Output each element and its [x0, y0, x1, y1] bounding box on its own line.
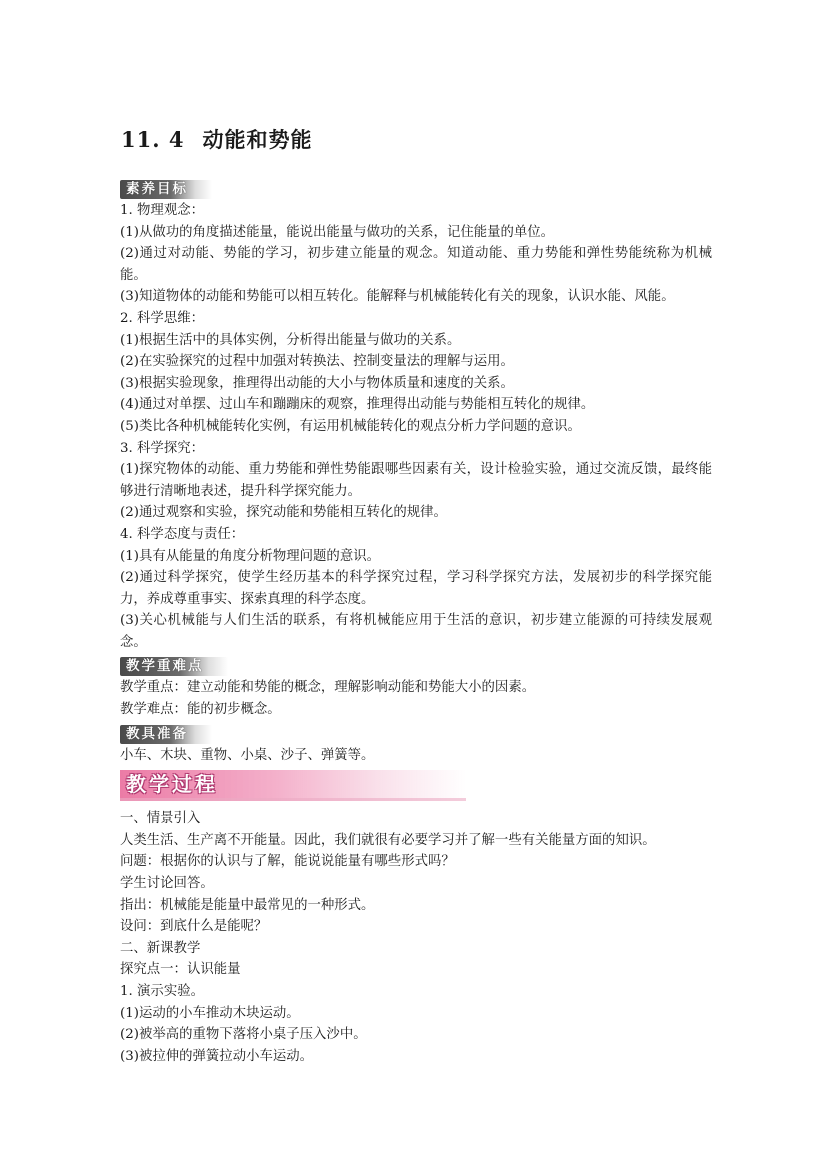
goal-line: (3)知道物体的动能和势能可以相互转化。能解释与机械能转化有关的现象，认识水能、风能。: [120, 289, 675, 305]
process-line: 指出：机械能是能量中最常见的一种形式。: [120, 897, 375, 913]
goal-line: (1)从做功的角度描述能量，能说出能量与做功的关系，记住能量的单位。: [120, 224, 555, 240]
goal-paragraph: (2)通过对动能、势能的学习，初步建立能量的观念。知道动能、重力势能和弹性势能统称为机械能。: [120, 246, 712, 283]
goals-header-wrap: [120, 176, 712, 200]
section-title: 动能和势能: [202, 127, 313, 152]
process-line: 探究点一：认识能量: [120, 962, 241, 978]
process-line: 问题：根据你的认识与了解，能说说能量有哪些形式吗？: [120, 854, 455, 870]
key-points-header-wrap: [120, 653, 712, 677]
tools-header-wrap: [120, 721, 712, 745]
process-line: (3)被拉伸的弹簧拉动小车运动。: [120, 1048, 314, 1064]
process-line: (1)运动的小车推动木块运动。: [120, 1005, 300, 1021]
goal-line: 3. 科学探究：: [120, 440, 204, 456]
page-title: [121, 124, 312, 154]
process-header: 教学过程: [120, 770, 466, 801]
goal-paragraph: (3)关心机械能与人们生活的联系，有将机械能应用于生活的意识，初步建立能源的可持续发展观念。: [120, 613, 712, 650]
section-number: 11. 4: [121, 127, 185, 152]
goal-line: (3)根据实验现象，推理得出动能的大小与物体质量和速度的关系。: [120, 375, 514, 391]
process-line: 设问：到底什么是能呢？: [120, 919, 268, 935]
tools-header: 教具准备: [120, 725, 212, 744]
process-line: 人类生活、生产离不开能量。因此，我们就很有必要学习并了解一些有关能量方面的知识。: [120, 832, 656, 848]
process-line: (2)被举高的重物下落将小桌子压入沙中。: [120, 1027, 367, 1043]
process-line: 二、新课教学: [120, 940, 201, 956]
process-line: 1. 演示实验。: [120, 984, 204, 999]
goal-line: 1. 物理观念：: [120, 203, 204, 218]
goal-line: (2)通过观察和实验，探究动能和势能相互转化的规律。: [120, 505, 447, 521]
goals-header: 素养目标: [120, 180, 212, 199]
key-points-header: 教学重难点: [120, 657, 228, 676]
process-header-wrap: [120, 766, 712, 806]
goal-line: (1)根据生活中的具体实例，分析得出能量与做功的关系。: [120, 332, 461, 348]
process-line: 学生讨论回答。: [120, 876, 214, 892]
document-body: [120, 176, 712, 1067]
goal-line: 4. 科学态度与责任：: [120, 526, 245, 542]
goal-line: (4)通过对单摆、过山车和蹦蹦床的观察，推理得出动能与势能相互转化的规律。: [120, 397, 595, 413]
goal-line: 2. 科学思维：: [120, 310, 204, 326]
goal-paragraph: (1)探究物体的动能、重力势能和弹性势能跟哪些因素有关，设计检验实验，通过交流反馈，最终能够进行清晰地表述，提升科学探究能力。: [120, 462, 712, 499]
process-line: 一、情景引入: [120, 811, 201, 827]
goal-line: (2)在实验探究的过程中加强对转换法、控制变量法的理解与运用。: [120, 354, 514, 370]
goal-line: (1)具有从能量的角度分析物理问题的意识。: [120, 548, 380, 564]
goal-paragraph: (2)通过科学探究，使学生经历基本的科学探究过程，学习科学探究方法，发展初步的科学探究能力，养成尊重事实、探索真理的科学态度。: [120, 570, 712, 607]
key-point-line: 教学难点：能的初步概念。: [120, 702, 281, 718]
key-point-line: 教学重点：建立动能和势能的概念，理解影响动能和势能大小的因素。: [120, 680, 536, 696]
goal-line: (5)类比各种机械能转化实例，有运用机械能转化的观点分析力学问题的意识。: [120, 418, 581, 434]
tools-line: 小车、木块、重物、小桌、沙子、弹簧等。: [120, 747, 375, 763]
